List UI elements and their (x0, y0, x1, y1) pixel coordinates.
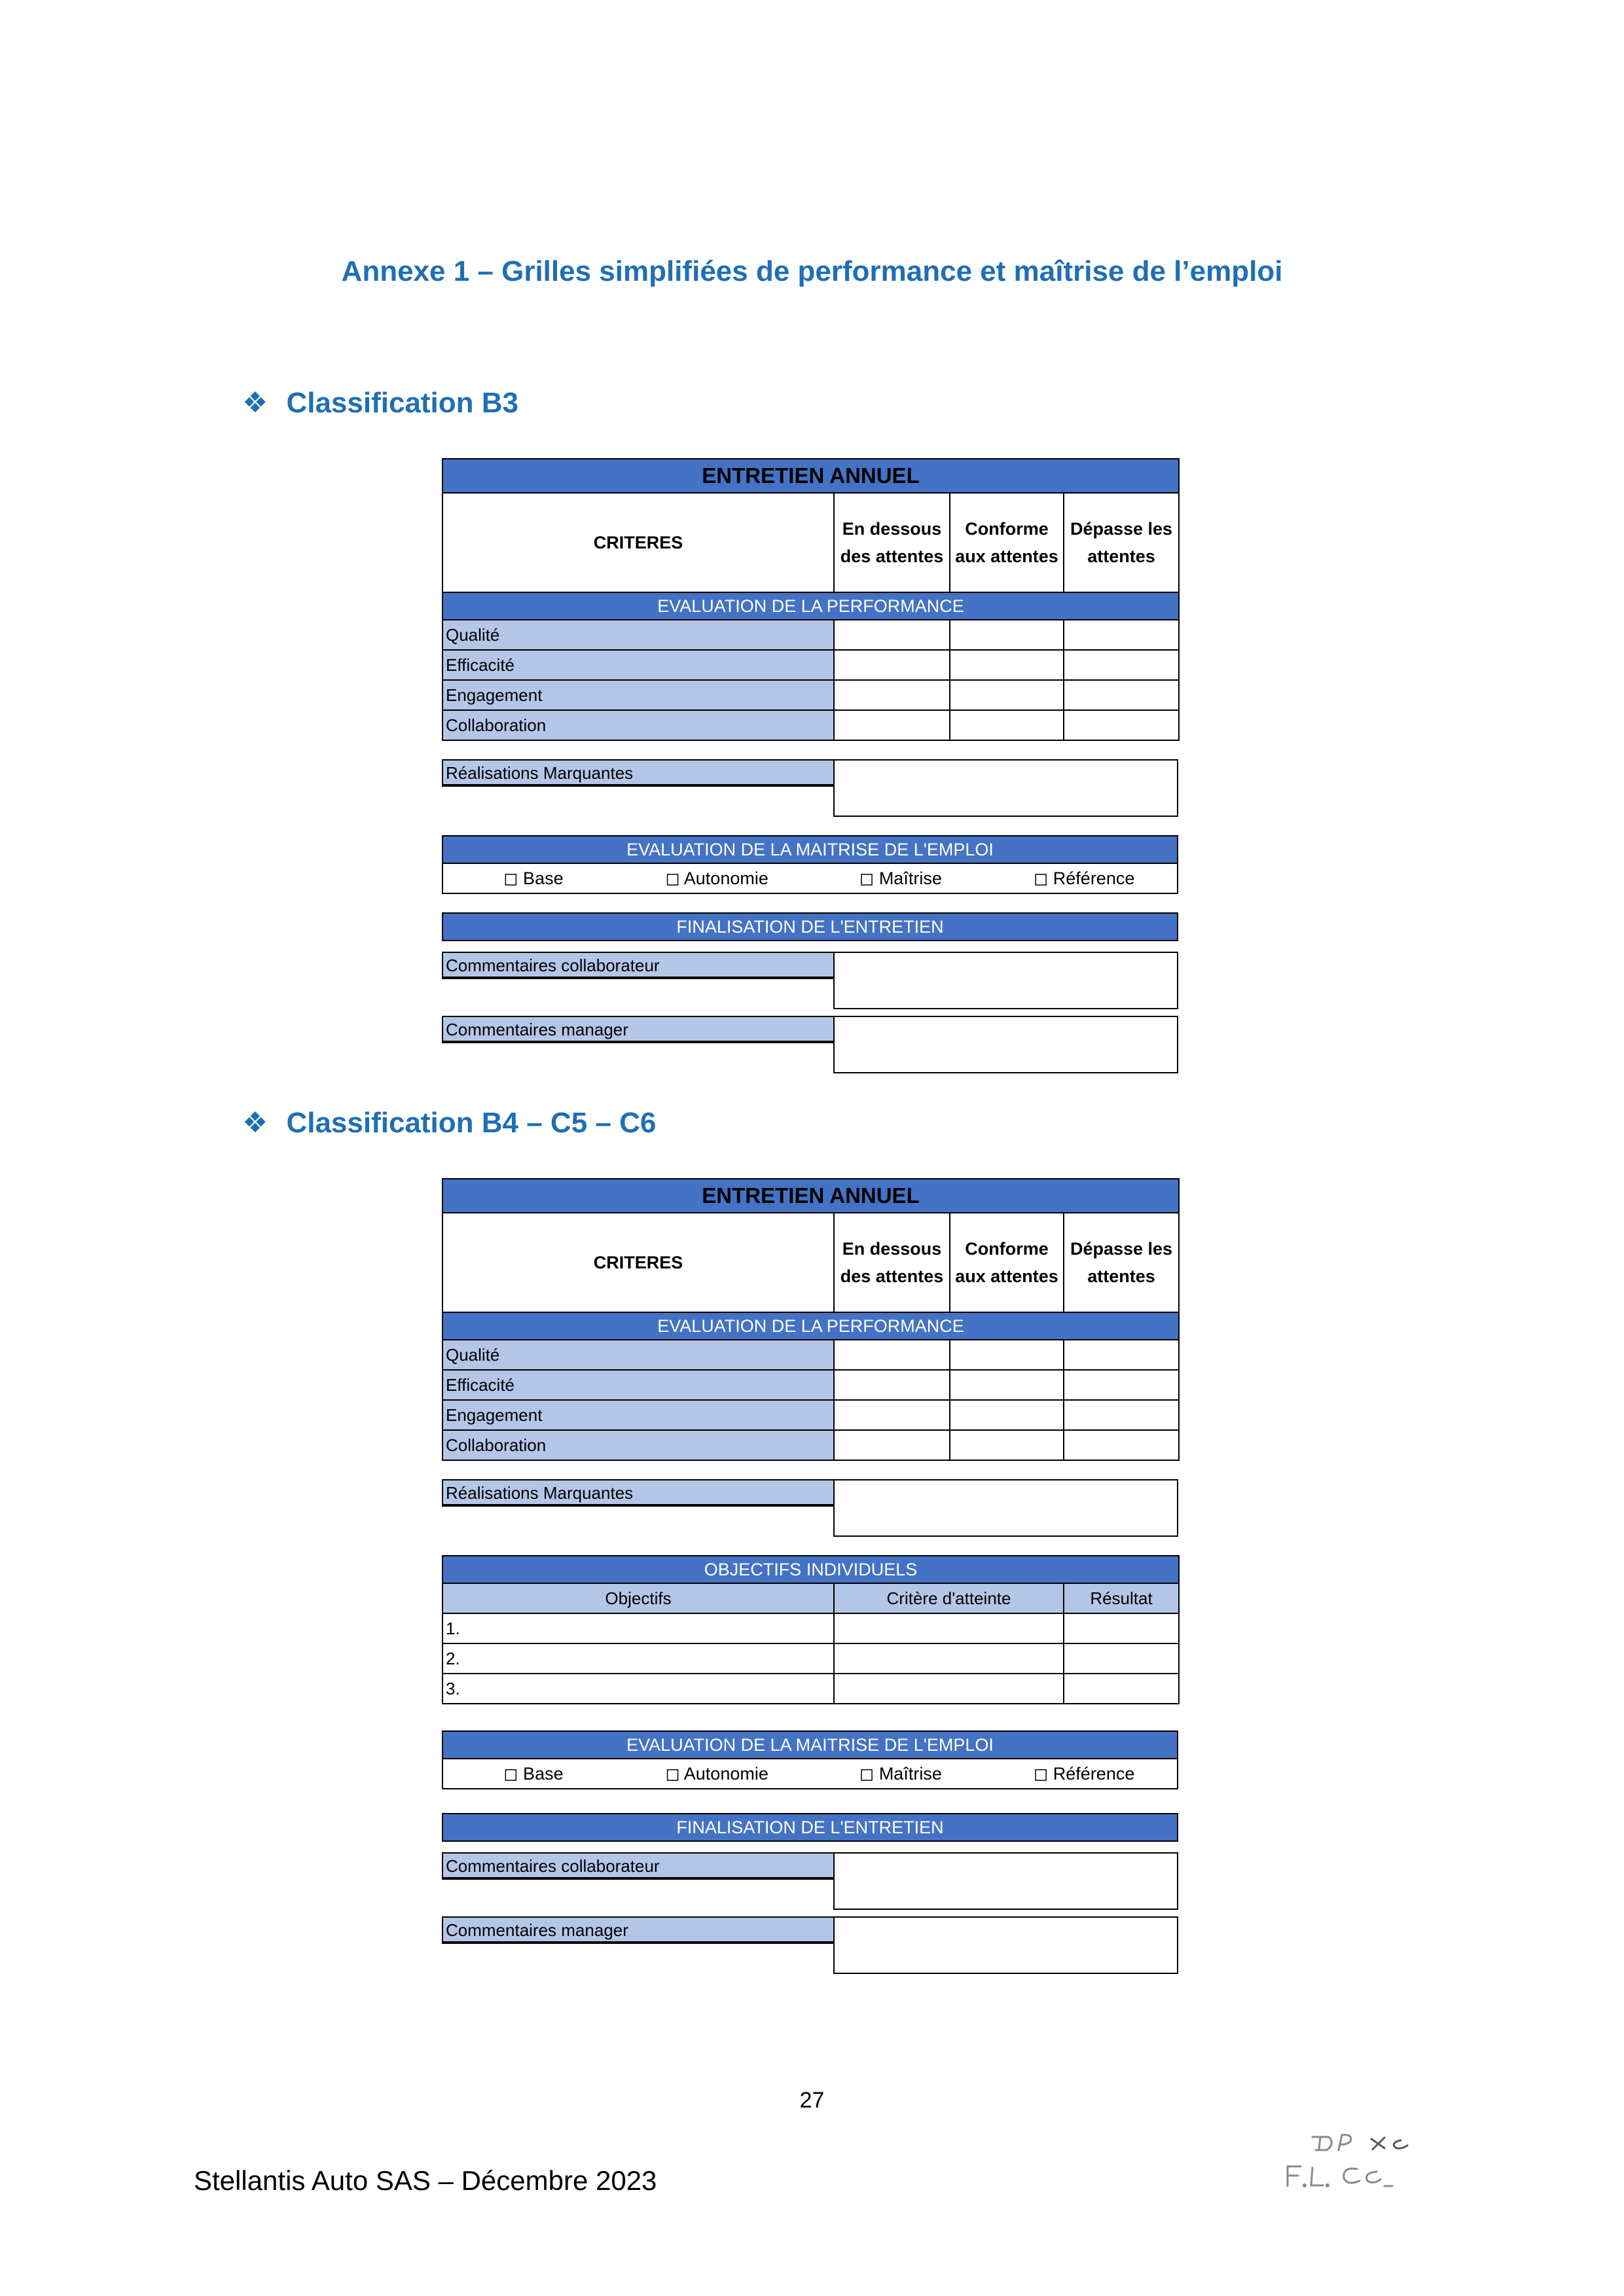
table-row: Efficacité (442, 1370, 1179, 1400)
rating-cell[interactable] (950, 620, 1064, 650)
rating-cell[interactable] (1064, 1400, 1179, 1430)
diamond-bullet-icon: ❖ (242, 1107, 268, 1139)
mastery-band: EVALUATION DE LA MAITRISE DE L'EMPLOI (442, 1731, 1178, 1759)
diamond-bullet-icon: ❖ (242, 387, 268, 419)
comment-manager-field[interactable] (833, 1916, 1178, 1974)
option-maitrise[interactable]: ◻ Maîtrise (810, 1759, 994, 1789)
realisations-field[interactable] (833, 1479, 1178, 1537)
table-row: Collaboration (442, 1430, 1179, 1460)
column-above: Dépasse les attentes (1064, 493, 1179, 592)
option-maitrise[interactable]: ◻ Maîtrise (810, 863, 994, 893)
rating-cell[interactable] (834, 650, 950, 680)
grid-header: ENTRETIEN ANNUEL (442, 1179, 1179, 1213)
objective-cell[interactable] (834, 1613, 1064, 1643)
column-conform: Conforme aux attentes (950, 1213, 1064, 1312)
criteria-label: CRITERES (442, 1213, 834, 1312)
handwritten-initials-signature (1280, 2121, 1437, 2193)
page-title: Annexe 1 – Grilles simplifiées de performance et maîtrise de l’emploi (341, 255, 1283, 287)
comment-manager-label: Commentaires manager (442, 1916, 833, 1943)
rating-cell[interactable] (950, 680, 1064, 710)
page-number: 27 (799, 2088, 825, 2113)
rating-cell[interactable] (834, 1430, 950, 1460)
table-row: Engagement (442, 680, 1179, 710)
comment-manager-block (442, 1916, 1178, 1974)
rating-cell[interactable] (1064, 620, 1179, 650)
comment-collab-field[interactable] (833, 952, 1178, 1009)
table-row: Collaboration (442, 710, 1179, 740)
rating-cell[interactable] (950, 1400, 1064, 1430)
rating-cell[interactable] (1064, 1370, 1179, 1400)
objective-cell[interactable] (1064, 1643, 1179, 1674)
objectives-col-critere: Critère d'atteinte (834, 1583, 1064, 1613)
rating-cell[interactable] (950, 1430, 1064, 1460)
grid-header: ENTRETIEN ANNUEL (442, 459, 1179, 493)
comment-collab-block (442, 952, 1178, 1009)
comment-manager-block (442, 1016, 1178, 1073)
comment-manager-label: Commentaires manager (442, 1016, 833, 1042)
option-reference[interactable]: ◻ Référence (994, 863, 1178, 893)
table-row: Engagement (442, 1400, 1179, 1430)
objective-cell[interactable] (1064, 1613, 1179, 1643)
rating-cell[interactable] (950, 1370, 1064, 1400)
rating-cell[interactable] (1064, 680, 1179, 710)
option-reference[interactable]: ◻ Référence (994, 1759, 1178, 1789)
column-above: Dépasse les attentes (1064, 1213, 1179, 1312)
realisations-label: Réalisations Marquantes (442, 759, 833, 785)
perf-band: EVALUATION DE LA PERFORMANCE (442, 592, 1179, 620)
final-band: FINALISATION DE L'ENTRETIEN (442, 913, 1178, 941)
rating-cell[interactable] (950, 650, 1064, 680)
option-autonomie[interactable]: ◻ Autonomie (626, 1759, 810, 1789)
objective-cell[interactable] (1064, 1674, 1179, 1704)
objectives-col-objectifs: Objectifs (442, 1583, 834, 1613)
rating-cell[interactable] (1064, 650, 1179, 680)
rating-cell[interactable] (1064, 710, 1179, 740)
option-autonomie[interactable]: ◻ Autonomie (626, 863, 810, 893)
rating-cell[interactable] (834, 620, 950, 650)
table-row: Qualité (442, 620, 1179, 650)
table-row: 2. (442, 1643, 1179, 1674)
option-base[interactable]: ◻ Base (442, 1759, 626, 1789)
rating-cell[interactable] (950, 710, 1064, 740)
realisations-block (442, 759, 1178, 817)
comment-collab-label: Commentaires collaborateur (442, 952, 833, 978)
table-row: Qualité (442, 1340, 1179, 1370)
table-row: 1. (442, 1613, 1179, 1643)
realisations-block (442, 1479, 1178, 1537)
footer-text: Stellantis Auto SAS – Décembre 2023 (194, 2165, 657, 2196)
rating-cell[interactable] (834, 1400, 950, 1430)
grid-b3 (442, 458, 1178, 1073)
table-row: 3. (442, 1674, 1179, 1704)
rating-cell[interactable] (834, 680, 950, 710)
final-band: FINALISATION DE L'ENTRETIEN (442, 1814, 1178, 1841)
perf-band: EVALUATION DE LA PERFORMANCE (442, 1312, 1179, 1340)
objective-cell[interactable] (834, 1674, 1064, 1704)
rating-cell[interactable] (1064, 1430, 1179, 1460)
option-base[interactable]: ◻ Base (442, 863, 626, 893)
objectives-col-resultat: Résultat (1064, 1583, 1179, 1613)
rating-cell[interactable] (834, 1340, 950, 1370)
comment-collab-field[interactable] (833, 1852, 1178, 1910)
rating-cell[interactable] (834, 710, 950, 740)
rating-cell[interactable] (834, 1370, 950, 1400)
comment-collab-block (442, 1852, 1178, 1910)
comment-manager-field[interactable] (833, 1016, 1178, 1073)
grid-b4 (442, 1178, 1178, 1974)
comment-collab-label: Commentaires collaborateur (442, 1852, 833, 1878)
section-heading-b3: ❖ Classification B3 (242, 387, 519, 419)
realisations-field[interactable] (833, 759, 1178, 817)
column-conform: Conforme aux attentes (950, 493, 1064, 592)
table-row: Efficacité (442, 650, 1179, 680)
column-below: En dessous des attentes (834, 1213, 950, 1312)
rating-cell[interactable] (1064, 1340, 1179, 1370)
rating-cell[interactable] (950, 1340, 1064, 1370)
section-heading-b4: ❖ Classification B4 – C5 – C6 (242, 1107, 657, 1139)
mastery-band: EVALUATION DE LA MAITRISE DE L'EMPLOI (442, 836, 1178, 863)
objectives-band: OBJECTIFS INDIVIDUELS (442, 1556, 1179, 1583)
criteria-label: CRITERES (442, 493, 834, 592)
objective-cell[interactable] (834, 1643, 1064, 1674)
realisations-label: Réalisations Marquantes (442, 1479, 833, 1505)
column-below: En dessous des attentes (834, 493, 950, 592)
